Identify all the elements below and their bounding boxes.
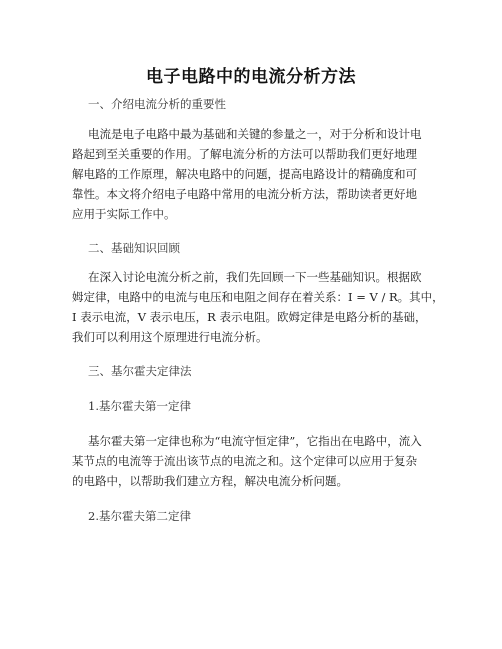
paragraph-line: 某节点的电流等于流出该节点的电流之和。这个定律可以应用于复杂 (72, 454, 417, 468)
document-title: 电子电路中的电流分析方法 (146, 67, 356, 87)
subsection-heading-kirchhoff-first-law: 1.基尔霍夫第一定律 (88, 399, 191, 413)
paragraph-line: 的电路中，以帮助我们建立方程，解决电流分析问题。 (72, 474, 348, 488)
paragraph-line: 电流是电子电路中最为基础和关键的参量之一，对于分析和设计电 (88, 127, 422, 141)
paragraph-line: 我们可以利用这个原理进行电流分析。 (72, 330, 268, 344)
paragraph-line: 基尔霍夫第一定律也称为“电流守恒定律”，它指出在电路中，流入 (88, 434, 422, 448)
paragraph-line: 路起到至关重要的作用。了解电流分析的方法可以帮助我们更好地理 (72, 147, 417, 161)
subsection-heading-kirchhoff-second-law: 2.基尔霍夫第二定律 (88, 509, 191, 523)
section-heading-importance: 一、介绍电流分析的重要性 (88, 97, 226, 111)
paragraph-line: 解电路的工作原理，解决电路中的问题，提高电路设计的精确度和可 (72, 167, 417, 181)
paragraph-line: 应用于实际工作中。 (72, 207, 176, 221)
section-heading-basics: 二、基础知识回顾 (88, 241, 180, 255)
paragraph-line: 靠性。本文将介绍电子电路中常用的电流分析方法，帮助读者更好地 (72, 187, 417, 201)
section-heading-kirchhoff: 三、基尔霍夫定律法 (88, 364, 192, 378)
paragraph-line: 姆定律，电路中的电流与电压和电阻之间存在着关系：I = V / R。其中， (72, 290, 444, 304)
paragraph-line: I 表示电流，V 表示电压，R 表示电阻。欧姆定律是电路分析的基础， (72, 310, 427, 324)
paragraph-line: 在深入讨论电流分析之前，我们先回顾一下一些基础知识。根据欧 (88, 270, 422, 284)
